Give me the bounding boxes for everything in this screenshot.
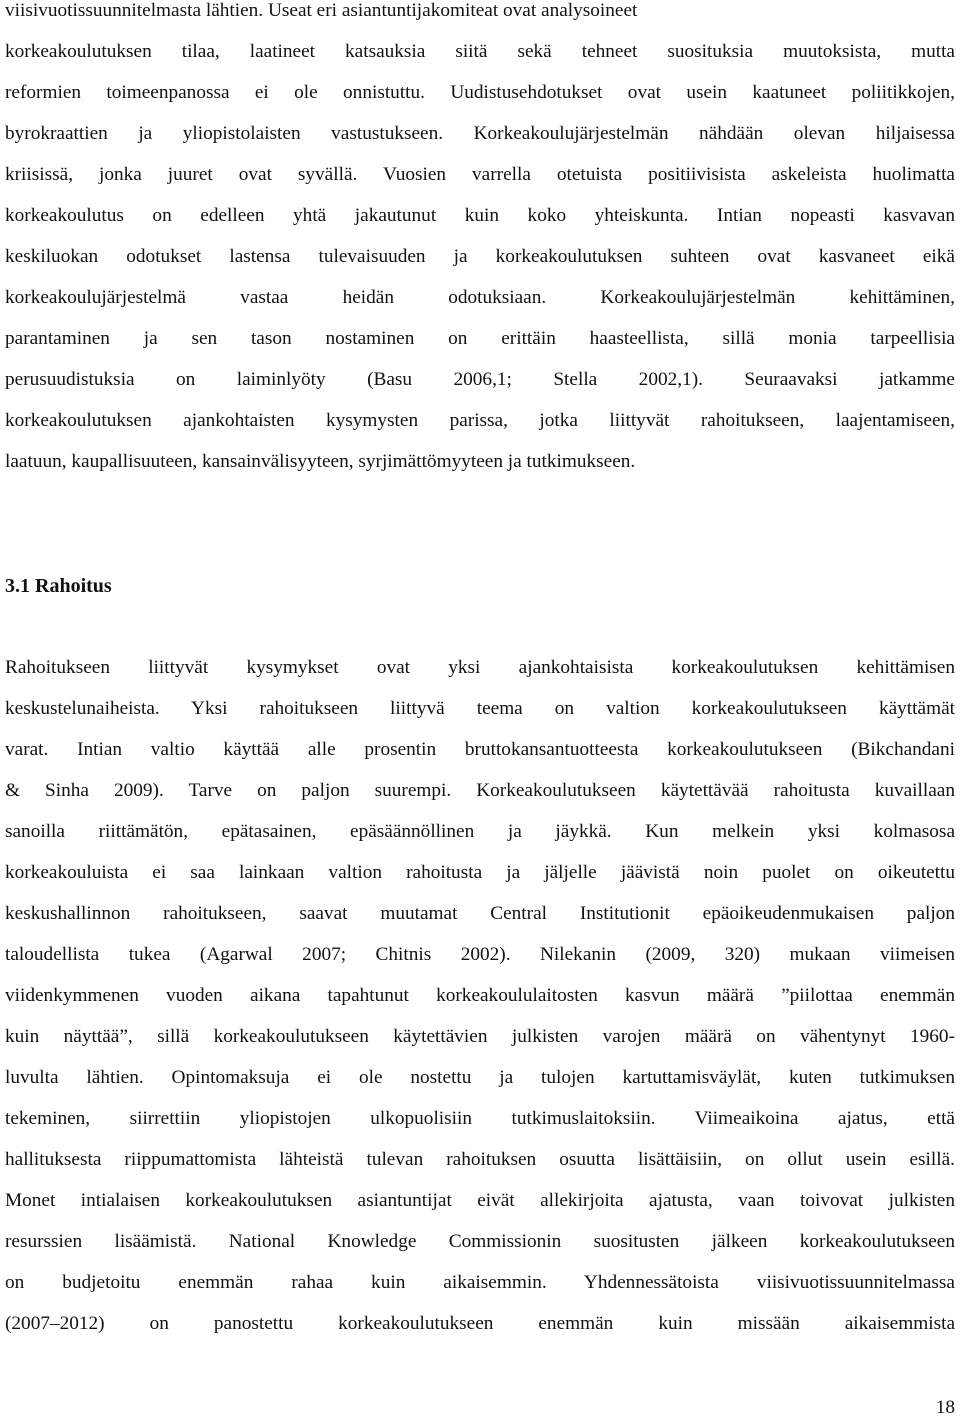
text-line: laatuun, kaupallisuuteen, kansainvälisyyteen, syrjimättömyyteen ja tutkimukseen. <box>5 451 636 472</box>
text-line: Monet intialaisen korkeakoulutuksen asiantuntijat eivät allekirjoita ajatusta, vaan toivovat julkisten <box>5 1190 955 1211</box>
text-line: varat. Intian valtio käyttää alle prosentin bruttokansantuotteesta korkeakoulutukseen (Bikchandani <box>5 739 955 760</box>
text-line: korkeakoulutuksen ajankohtaisten kysymysten parissa, jotka liittyvät rahoitukseen, laajentamiseen, <box>5 410 955 431</box>
text-line: keskustelunaiheista. Yksi rahoitukseen liittyvä teema on valtion korkeakoulutukseen käyttämät <box>5 698 955 719</box>
body-paragraph-2 <box>5 647 955 1344</box>
text-line: on budjetoitu enemmän rahaa kuin aikaisemmin. Yhdennessätoista viisivuotissuunnitelmassa <box>5 1272 955 1293</box>
text-line: taloudellista tukea (Agarwal 2007; Chitnis 2002). Nilekanin (2009, 320) mukaan viimeisen <box>5 944 955 965</box>
text-line: luvulta lähtien. Opintomaksuja ei ole nostettu ja tulojen kartuttamisväylät, kuten tutkimuksen <box>5 1067 955 1088</box>
text-line: korkeakouluista ei saa lainkaan valtion rahoitusta ja jäljelle jäävistä noin puolet on oikeutettu <box>5 862 955 883</box>
text-line: perusuudistuksia on laiminlyöty (Basu 2006,1; Stella 2002,1). Seuraavaksi jatkamme <box>5 369 955 390</box>
text-line: korkeakoulujärjestelmä vastaa heidän odotuksiaan. Korkeakoulujärjestelmän kehittäminen, <box>5 287 955 308</box>
text-line: byrokraattien ja yliopistolaisten vastustukseen. Korkeakoulujärjestelmän nähdään olevan hiljaisessa <box>5 123 955 144</box>
text-line: tekeminen, siirrettiin yliopistojen ulkopuolisiin tutkimuslaitoksiin. Viimeaikoina ajatus, että <box>5 1108 955 1129</box>
text-line: korkeakoulutuksen tilaa, laatineet katsauksia siitä sekä tehneet suosituksia muutoksista, mutta <box>5 41 955 62</box>
text-line: korkeakoulutus on edelleen yhtä jakautunut kuin koko yhteiskunta. Intian nopeasti kasvavan <box>5 205 955 226</box>
text-line: viisivuotissuunnitelmasta lähtien. Useat eri asiantuntijakomiteat ovat analysoineet <box>5 0 638 21</box>
body-paragraph-1 <box>5 0 955 482</box>
text-line: (2007–2012) on panostettu korkeakoulutukseen enemmän kuin missään aikaisemmista <box>5 1313 955 1334</box>
text-line: reformien toimeenpanossa ei ole onnistuttu. Uudistusehdotukset ovat usein kaatuneet poliitikkojen, <box>5 82 955 103</box>
text-line: parantaminen ja sen tason nostaminen on erittäin haasteellista, sillä monia tarpeellisia <box>5 328 955 349</box>
page-number: 18 <box>935 1397 955 1418</box>
text-line: Rahoitukseen liittyvät kysymykset ovat yksi ajankohtaisista korkeakoulutuksen kehittämisen <box>5 657 955 678</box>
text-line: hallituksesta riippumattomista lähteistä tulevan rahoituksen osuutta lisättäisiin, on ollut usein esillä. <box>5 1149 955 1170</box>
text-line: kuin näyttää”, sillä korkeakoulutukseen käytettävien julkisten varojen määrä on vähentynyt 1960- <box>5 1026 955 1047</box>
text-line: keskiluokan odotukset lastensa tulevaisuuden ja korkeakoulutuksen suhteen ovat kasvaneet eikä <box>5 246 955 267</box>
section-heading: 3.1 Rahoitus <box>5 575 112 597</box>
text-line: sanoilla riittämätön, epätasainen, epäsäännöllinen ja jäykkä. Kun melkein yksi kolmasosa <box>5 821 955 842</box>
text-line: resurssien lisäämistä. National Knowledge Commissionin suositusten jälkeen korkeakoulutukseen <box>5 1231 955 1252</box>
text-line: kriisissä, jonka juuret ovat syvällä. Vuosien varrella otetuista positiivisista askeleista huolimatta <box>5 164 955 185</box>
text-line: viidenkymmenen vuoden aikana tapahtunut korkeakoululaitosten kasvun määrä ”piilottaa enemmän <box>5 985 955 1006</box>
text-line: & Sinha 2009). Tarve on paljon suurempi. Korkeakoulutukseen käytettävää rahoitusta kuvaillaan <box>5 780 955 801</box>
text-line: keskushallinnon rahoitukseen, saavat muutamat Central Institutionit epäoikeudenmukaisen paljon <box>5 903 955 924</box>
